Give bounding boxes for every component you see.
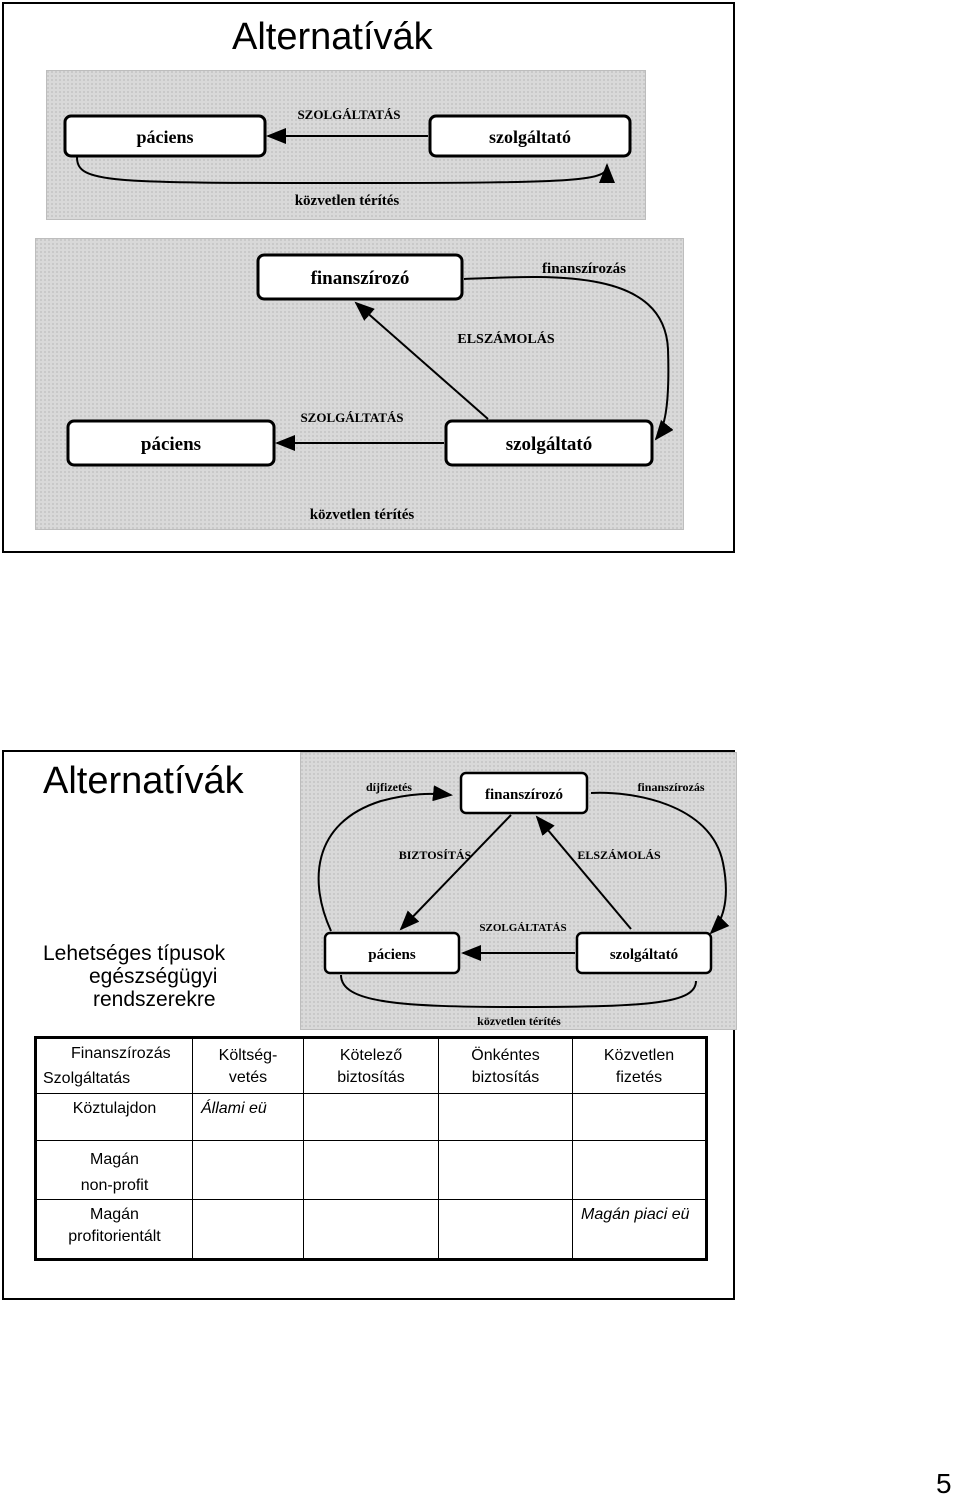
direct-payment-arrow [77, 157, 607, 183]
cell-profit-budget [193, 1200, 304, 1260]
diagram-financed [35, 238, 684, 530]
subtitle-line-2: egészségügyi [89, 965, 218, 988]
row-label-nonprofit [36, 1141, 193, 1200]
cell-nonprofit-budget [193, 1141, 304, 1200]
corner-service-label: Szolgáltatás [43, 1070, 131, 1087]
cell-nonprofit-voluntary [439, 1141, 573, 1200]
page-number: 5 [936, 1468, 952, 1499]
header-mandatory-insurance: Kötelező biztosítás [304, 1038, 439, 1094]
slide-2-subtitle [43, 942, 225, 1011]
cell-public-mandatory [304, 1094, 439, 1141]
patient-box-label: páciens [368, 947, 416, 963]
financier-box-label: finanszírozó [310, 268, 410, 289]
direct-payment-arrow [341, 975, 696, 1007]
health-system-types-table [34, 1036, 708, 1261]
row-label-profit-line-1: Magán [90, 1206, 139, 1223]
fee-payment-arrow [319, 794, 451, 931]
cell-nonprofit-direct [573, 1141, 707, 1200]
financing-label: finanszírozás [637, 780, 705, 794]
fee-payment-label: díjfizetés [366, 780, 412, 794]
financing-label: finanszírozás [542, 261, 626, 277]
cell-public-direct [573, 1094, 707, 1141]
provider-box-label: szolgáltató [489, 127, 571, 147]
header-direct-payment: Közvetlen fizetés [573, 1038, 707, 1094]
direct-payment-label: közvetlen térítés [477, 1014, 561, 1028]
cell-nonprofit-mandatory [304, 1141, 439, 1200]
row-label-nonprofit-line-1: Magán [90, 1151, 139, 1168]
subtitle-line-3: rendszerekre [93, 988, 216, 1011]
service-arrow-label: SZOLGÁLTATÁS [300, 410, 404, 425]
diagram-system-types [300, 752, 737, 1030]
patient-box-label: páciens [136, 127, 194, 147]
direct-payment-label: közvetlen térítés [294, 193, 400, 209]
cell-profit-mandatory [304, 1200, 439, 1260]
row-label-profit-line-2: profitorientált [68, 1228, 161, 1245]
slide-2 [2, 750, 735, 1300]
row-label-public: Köztulajdon [36, 1094, 193, 1141]
slide-2-title: Alternatívák [43, 760, 244, 802]
header-voluntary-insurance: Önkéntes biztosítás [439, 1038, 573, 1094]
cell-public-budget: Állami eü [193, 1094, 304, 1141]
accounting-arrow [356, 303, 488, 419]
diagram-direct-payment [46, 70, 646, 220]
provider-box-label: szolgáltató [505, 434, 593, 455]
row-label-nonprofit-line-2: non-profit [80, 1177, 149, 1194]
cell-public-voluntary [439, 1094, 573, 1141]
header-budget: Költség- vetés [193, 1038, 304, 1094]
financier-box-label: finanszírozó [484, 787, 564, 803]
service-arrow-label: SZOLGÁLTATÁS [479, 922, 567, 934]
service-arrow-label: SZOLGÁLTATÁS [297, 107, 401, 122]
accounting-label: ELSZÁMOLÁS [577, 848, 661, 862]
accounting-arrow [537, 817, 631, 929]
cell-profit-voluntary [439, 1200, 573, 1260]
direct-payment-label: közvetlen térítés [309, 507, 415, 523]
table-corner-cell [36, 1038, 193, 1094]
row-label-profit [36, 1200, 193, 1260]
slide-1 [2, 2, 735, 553]
provider-box-label: szolgáltató [609, 947, 679, 963]
patient-box-label: páciens [140, 434, 202, 455]
insurance-label: BIZTOSÍTÁS [398, 848, 472, 862]
insurance-arrow [398, 815, 511, 929]
financing-arrow [464, 277, 668, 439]
slide-1-title: Alternatívák [232, 16, 433, 58]
accounting-label: ELSZÁMOLÁS [457, 332, 555, 347]
corner-financing-label: Finanszírozás [71, 1045, 171, 1062]
financing-arrow [591, 793, 726, 933]
cell-private-market-care: Magán piaci eü [573, 1200, 707, 1260]
subtitle-line-1: Lehetséges típusok [43, 942, 226, 965]
